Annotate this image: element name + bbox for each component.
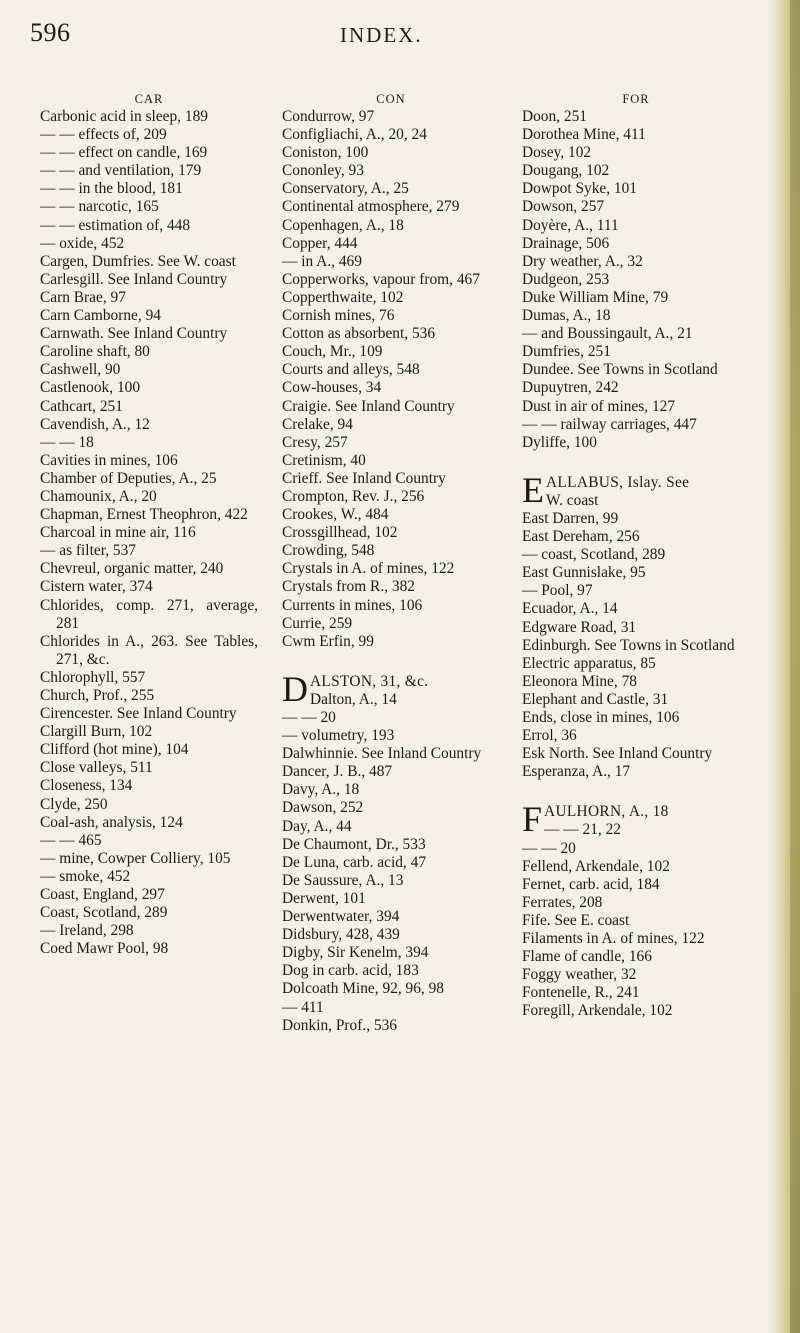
index-entry: Condurrow, 97 [282, 108, 375, 125]
index-entry: Carbonic acid in sleep, 189 [40, 108, 208, 125]
index-entry: — 411 [282, 998, 324, 1016]
column-catchword: CAR [134, 92, 164, 106]
index-entry: — coast, Scotland, 289 [522, 546, 666, 564]
index-entry: Cretinism, 40 [282, 451, 366, 469]
entry-list [522, 108, 750, 452]
index-entry: Dowpot Syke, 101 [522, 180, 638, 198]
index-entry: Davy, A., 18 [282, 781, 360, 799]
index-entry: De Saussure, A., 13 [282, 871, 404, 889]
lead-entry-line: Dalton, A., 14 [310, 690, 397, 708]
index-entry: — — 465 [40, 831, 102, 849]
index-entry: — oxide, 452 [40, 234, 125, 252]
index-entry: Close valleys, 511 [40, 759, 153, 777]
index-entry: Copper, 444 [282, 234, 358, 252]
letter-section-f [522, 799, 750, 1020]
index-entry: Crompton, Rev. J., 256 [282, 487, 425, 505]
index-entry: Carn Brae, 97 [40, 288, 126, 306]
index-entry: Cornish mines, 76 [282, 307, 395, 325]
index-entry: — smoke, 452 [40, 867, 131, 885]
index-entry: Dumas, A., 18 [522, 307, 611, 325]
index-entry: Cashwell, 90 [40, 361, 121, 379]
index-entry: — mine, Cowper Colliery, 105 [40, 849, 231, 867]
index-entry: Dowson, 257 [522, 198, 605, 216]
page-edge-binding [790, 0, 800, 1333]
index-entry: Filaments in A. of mines, 122 [522, 930, 705, 948]
index-entry: Dog in carb. acid, 183 [282, 962, 419, 980]
index-entry: Elephant and Castle, 31 [522, 690, 669, 708]
index-entry: Dalwhinnie. See Inland Country [282, 745, 482, 763]
index-entry: Currie, 259 [282, 614, 353, 632]
index-entry: Dougang, 102 [522, 162, 610, 180]
lead-entry-line: — — 21, 22 [544, 821, 621, 839]
index-entry: — Pool, 97 [522, 582, 593, 600]
index-entry: Chlorides, comp. 271, average, 281 [40, 596, 258, 632]
index-entry: East Gunnislake, 95 [522, 564, 646, 582]
index-entry: Cononley, 93 [282, 162, 364, 180]
index-entry: Dudgeon, 253 [522, 270, 610, 288]
index-entry: — — 20 [522, 839, 576, 857]
index-entry: Cavendish, A., 12 [40, 415, 150, 433]
index-entry: Cistern water, 374 [40, 578, 153, 596]
index-entry: Crookes, W., 484 [282, 506, 389, 524]
page-header [0, 18, 780, 58]
index-entry: Coast, Scotland, 289 [40, 904, 168, 922]
index-entry: Crelake, 94 [282, 415, 353, 433]
index-entry: Chamber of Deputies, A., 25 [40, 469, 217, 487]
index-entry: Drainage, 506 [522, 234, 610, 252]
index-entry: Copperworks, vapour from, 467 [282, 270, 480, 288]
index-entry: East Darren, 99 [522, 509, 619, 527]
index-entry: Chamounix, A., 20 [40, 487, 157, 505]
index-entry: Electric apparatus, 85 [522, 654, 656, 672]
index-entry: Cargen, Dumfries. See W. coast [40, 252, 236, 270]
index-entry: Dumfries, 251 [522, 343, 611, 361]
index-entry: Digby, Sir Kenelm, 394 [282, 944, 429, 962]
index-entry: Conservatory, A., 25 [282, 180, 409, 198]
column-catchword: FOR [622, 92, 650, 106]
index-entry: — — in the blood, 181 [40, 180, 183, 198]
drop-cap-letter: D [282, 668, 308, 709]
index-column-2 [282, 90, 500, 1035]
index-entry: Coniston, 100 [282, 144, 369, 162]
index-entry: Chlorophyll, 557 [40, 668, 146, 686]
index-entry: Derwent, 101 [282, 889, 366, 907]
index-entry: Closeness, 134 [40, 777, 133, 795]
index-entry: Couch, Mr., 109 [282, 343, 383, 361]
index-entry: Errol, 36 [522, 727, 577, 745]
index-entry: East Dereham, 256 [522, 528, 640, 546]
index-entry: Ends, close in mines, 106 [522, 709, 680, 726]
index-entry: Crieff. See Inland Country [282, 469, 446, 487]
index-entry: Dry weather, A., 32 [522, 252, 643, 270]
index-entry: Clifford (hot mine), 104 [40, 741, 189, 759]
index-entry: — volumetry, 193 [282, 727, 395, 745]
index-entry: Chlorides in A., 263. See Tables, 271, &c. [40, 632, 258, 668]
index-entry: — — effects of, 209 [40, 126, 167, 144]
index-entry: Dolcoath Mine, 92, 96, 98 [282, 980, 445, 998]
index-entry: Crowding, 548 [282, 542, 375, 560]
section-lead-entry [282, 668, 500, 709]
index-entry: Crystals from R., 382 [282, 578, 415, 596]
index-entry: Ferrates, 208 [522, 893, 603, 911]
index-entry: Clargill Burn, 102 [40, 723, 153, 741]
index-column-1 [40, 90, 258, 958]
index-entry: — — narcotic, 165 [40, 198, 159, 216]
index-entry: Crossgillhead, 102 [282, 524, 398, 542]
index-entry: Fellend, Arkendale, 102 [522, 857, 670, 875]
index-entry: Foregill, Arkendale, 102 [522, 1002, 673, 1020]
index-entry: Copperthwaite, 102 [282, 288, 404, 306]
letter-section-e [522, 469, 750, 782]
index-entry: Caroline shaft, 80 [40, 343, 150, 361]
index-entry: Doon, 251 [522, 108, 587, 125]
index-entry: Carn Camborne, 94 [40, 307, 161, 325]
page-number: 596 [30, 18, 71, 47]
drop-cap-letter: E [522, 469, 544, 510]
index-entry: — — 18 [40, 433, 94, 451]
index-entry: Cavities in mines, 106 [40, 451, 178, 469]
index-entry: Fife. See E. coast [522, 911, 630, 929]
index-entry: Dyliffe, 100 [522, 433, 597, 451]
index-entry: — in A., 469 [282, 252, 362, 270]
index-entry: Carlesgill. See Inland Country [40, 270, 228, 288]
index-entry: — — and ventilation, 179 [40, 162, 202, 180]
lead-entry-line: W. coast [546, 491, 599, 509]
index-entry: Chapman, Ernest Theophron, 422 [40, 506, 248, 524]
index-entry: — as filter, 537 [40, 542, 136, 560]
index-entry: Cow-houses, 34 [282, 379, 382, 397]
index-entry: Currents in mines, 106 [282, 596, 423, 614]
index-entry: Cirencester. See Inland Country [40, 705, 237, 723]
index-entry: Foggy weather, 32 [522, 966, 637, 984]
column-catchword: CON [376, 92, 406, 106]
index-entry: Coal-ash, analysis, 124 [40, 813, 183, 831]
index-entry: — — estimation of, 448 [40, 216, 191, 234]
index-entry: Didsbury, 428, 439 [282, 926, 400, 944]
index-entry: Day, A., 44 [282, 817, 352, 835]
lead-entry-line: ALLABUS, Islay. See [546, 473, 690, 491]
index-entry: Fernet, carb. acid, 184 [522, 875, 660, 893]
index-column-3 [522, 90, 750, 1021]
index-entry: Flame of candle, 166 [522, 948, 652, 966]
index-entry: Courts and alleys, 548 [282, 361, 420, 379]
section-lead-entry [522, 469, 750, 510]
index-entry: Copenhagen, A., 18 [282, 216, 404, 234]
index-entry: De Chaumont, Dr., 533 [282, 835, 426, 853]
entry-list [40, 108, 258, 958]
index-entry: — — railway carriages, 447 [522, 415, 697, 433]
index-entry: Crystals in A. of mines, 122 [282, 560, 455, 578]
lead-entry-line: ALSTON, 31, &c. [310, 672, 429, 690]
index-entry: Doyère, A., 111 [522, 216, 619, 234]
index-entry: Derwentwater, 394 [282, 908, 400, 926]
index-entry: Dosey, 102 [522, 144, 592, 162]
index-entry: Craigie. See Inland Country [282, 397, 455, 415]
index-entry: Clyde, 250 [40, 795, 108, 813]
index-entry: Dupuytren, 242 [522, 379, 619, 397]
index-entry: Dancer, J. B., 487 [282, 763, 393, 781]
index-entry: Dawson, 252 [282, 799, 364, 817]
entry-list [282, 108, 500, 651]
section-lead-entry [522, 799, 750, 840]
index-entry: — Ireland, 298 [40, 922, 134, 940]
index-entry: Dorothea Mine, 411 [522, 126, 646, 144]
drop-cap-letter: F [522, 799, 543, 840]
index-entry: Ecuador, A., 14 [522, 600, 618, 618]
index-entry: Carnwath. See Inland Country [40, 325, 228, 343]
index-entry: Esk North. See Inland Country [522, 745, 713, 763]
index-entry: Cresy, 257 [282, 433, 348, 451]
index-entry: Cotton as absorbent, 536 [282, 325, 436, 343]
index-entry: Castlenook, 100 [40, 379, 141, 397]
index-entry: Continental atmosphere, 279 [282, 198, 460, 216]
index-entry: Dundee. See Towns in Scotland [522, 361, 718, 379]
index-entry: — — 20 [282, 709, 336, 726]
index-entry: Configliachi, A., 20, 24 [282, 126, 427, 144]
index-entry: Edgware Road, 31 [522, 618, 637, 636]
index-entry: Eleonora Mine, 78 [522, 672, 637, 690]
index-entry: Coast, England, 297 [40, 886, 165, 904]
index-entry: Fontenelle, R., 241 [522, 984, 640, 1002]
index-entry: — — effect on candle, 169 [40, 144, 208, 162]
page-title: INDEX. [340, 23, 423, 47]
index-entry: De Luna, carb. acid, 47 [282, 853, 427, 871]
index-entry: Coed Mawr Pool, 98 [40, 940, 169, 958]
index-entry: Chevreul, organic matter, 240 [40, 560, 224, 578]
index-entry: — and Boussingault, A., 21 [522, 325, 693, 343]
index-entry: Duke William Mine, 79 [522, 288, 669, 306]
index-entry: Cwm Erfin, 99 [282, 632, 374, 650]
index-entry: Edinburgh. See Towns in Scotland [522, 636, 735, 654]
index-entry: Charcoal in mine air, 116 [40, 524, 196, 542]
index-entry: Donkin, Prof., 536 [282, 1016, 398, 1034]
index-entry: Esperanza, A., 17 [522, 763, 631, 781]
index-entry: Church, Prof., 255 [40, 687, 155, 704]
index-entry: Dust in air of mines, 127 [522, 397, 676, 415]
index-entry: Cathcart, 251 [40, 397, 123, 415]
letter-section-d [282, 668, 500, 1035]
lead-entry-line: AULHORN, A., 18 [544, 803, 669, 821]
